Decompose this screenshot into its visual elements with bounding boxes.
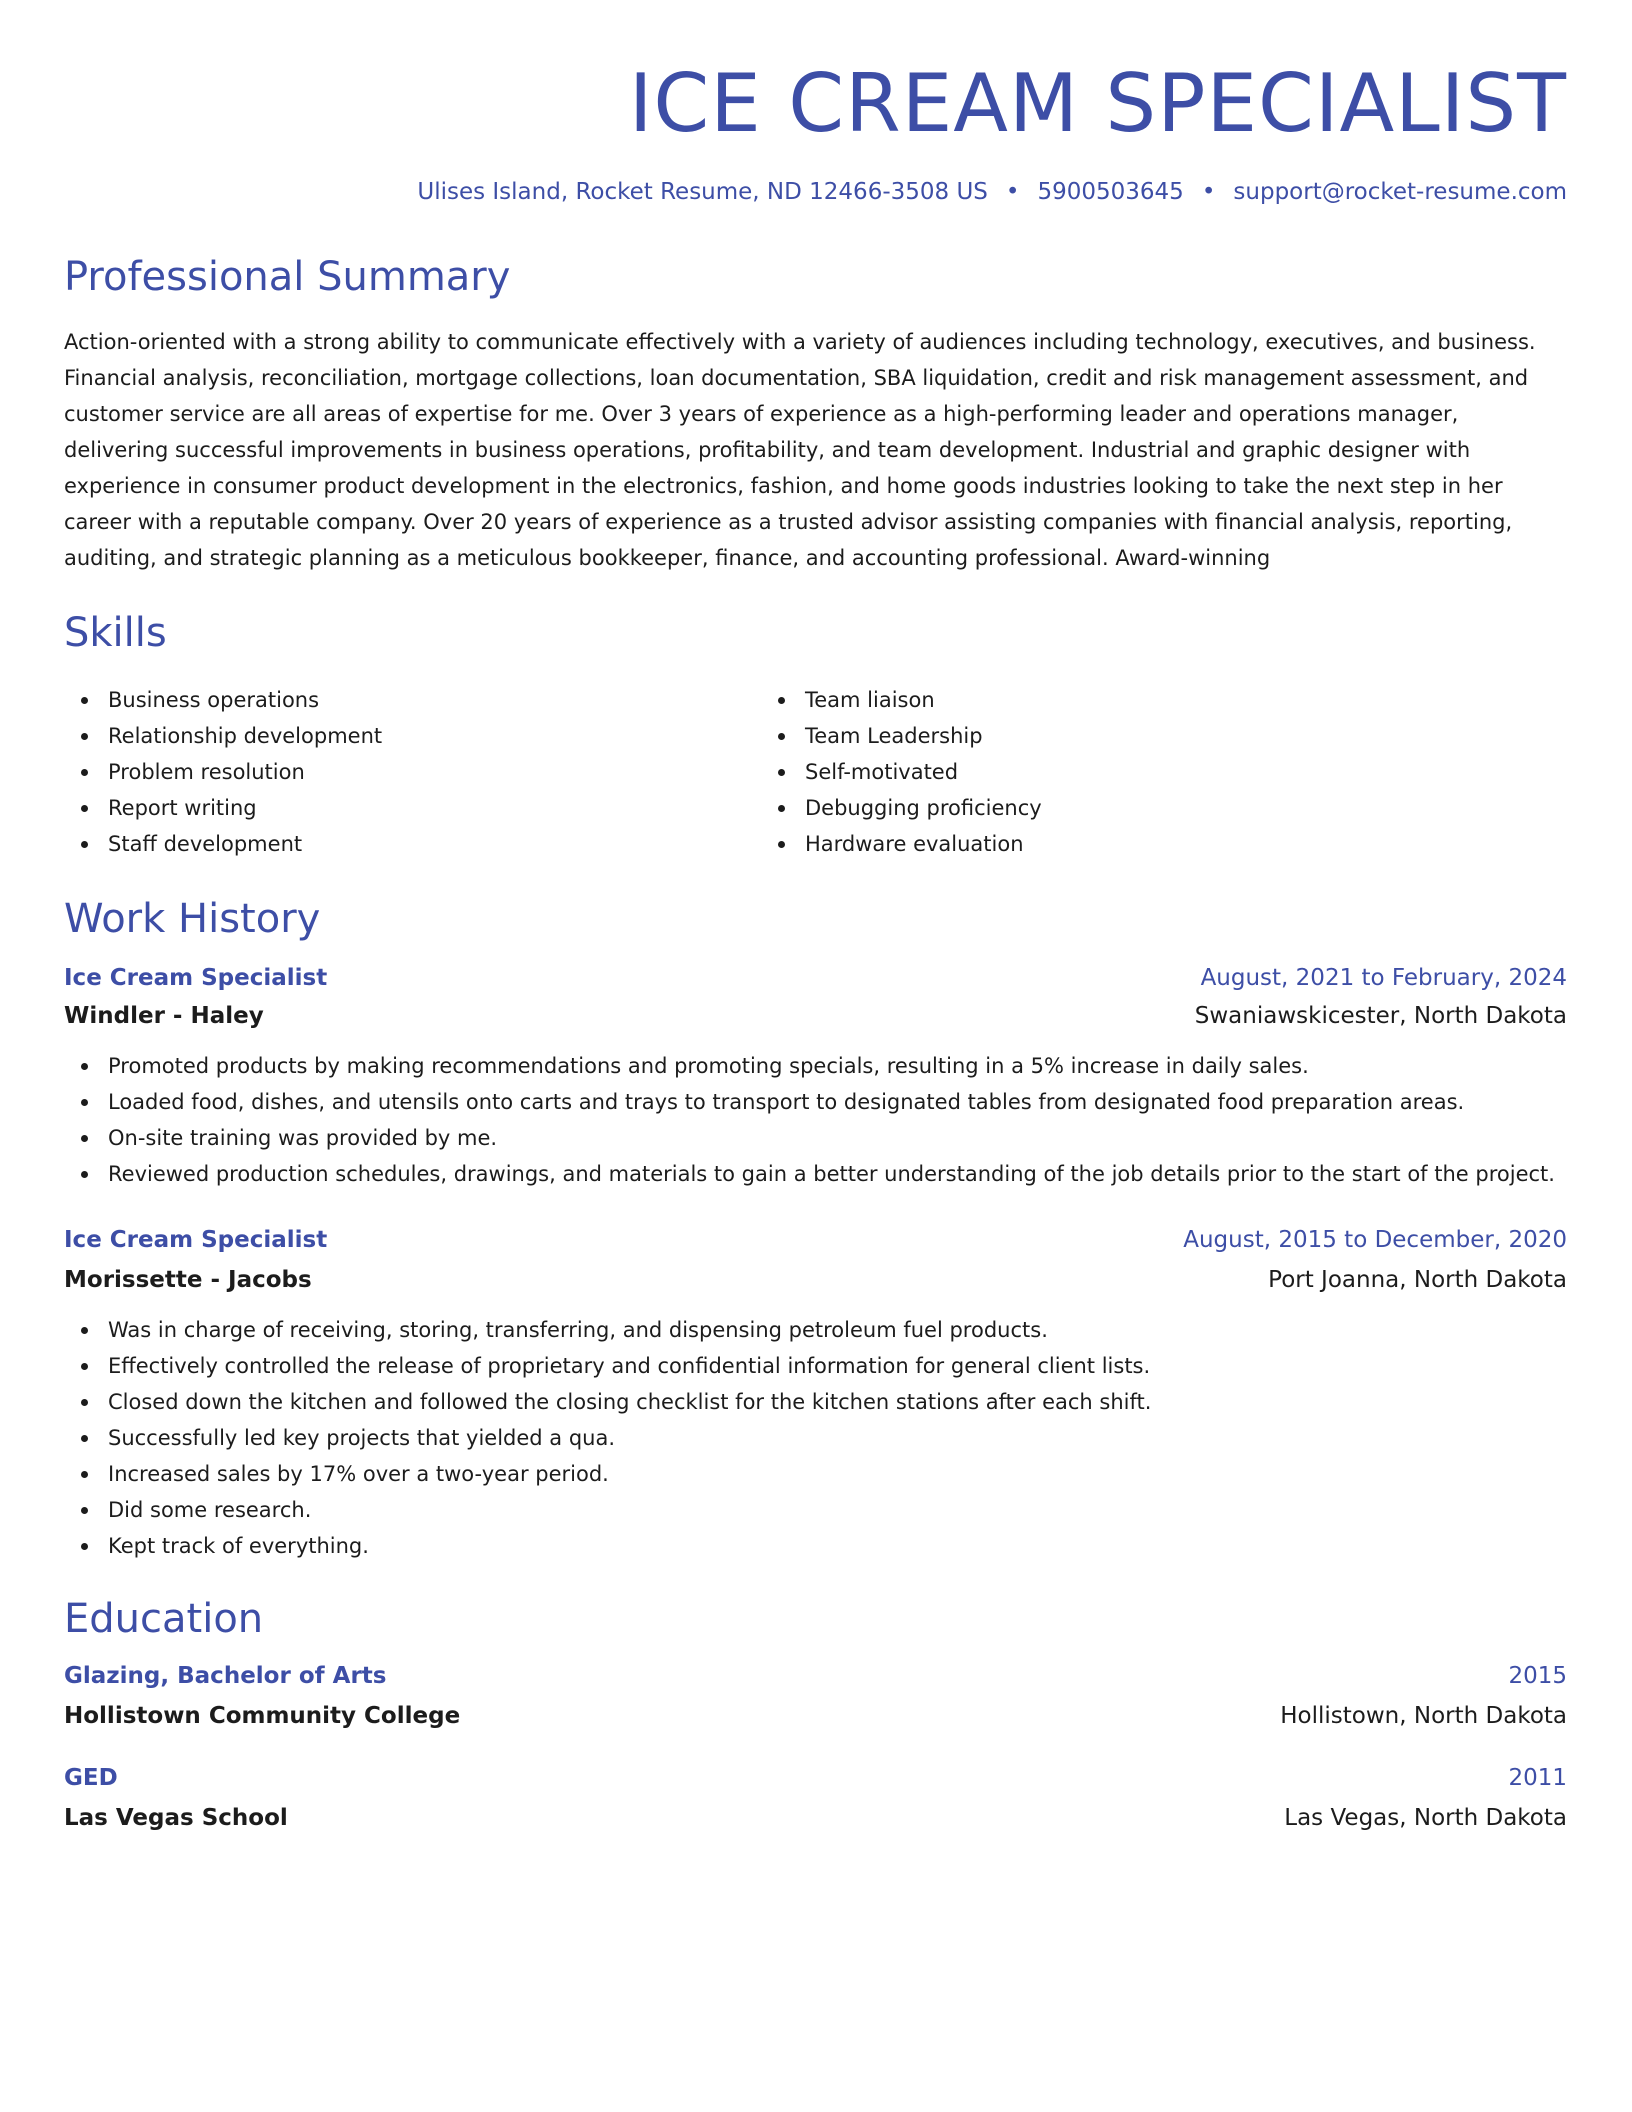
- job-location: Port Joanna, North Dakota: [1268, 1267, 1567, 1293]
- contact-separator: •: [1005, 179, 1020, 205]
- job-bullet: Closed down the kitchen and followed the closing checklist for the kitchen stations after each shift.: [108, 1384, 1567, 1420]
- education-school: Hollistown Community College: [64, 1703, 461, 1729]
- job-dates: August, 2015 to December, 2020: [1183, 1227, 1567, 1253]
- skills-columns: [64, 682, 1567, 862]
- skill-item: Report writing: [108, 790, 761, 826]
- contact-separator: •: [1201, 179, 1216, 205]
- job-header-row: [64, 962, 1567, 994]
- summary-heading: Professional Summary: [64, 254, 511, 300]
- job-bullet: Reviewed production schedules, drawings, and materials to gain a better understanding of the job details prior to the start of the project.: [108, 1156, 1567, 1192]
- job-bullet: Promoted products by making recommendations and promoting specials, resulting in a 5% increase in daily sales.: [108, 1048, 1567, 1084]
- contact-email[interactable]: support@rocket-resume.com: [1233, 179, 1567, 205]
- education-school-row: [64, 1700, 1567, 1732]
- job-bullet: Increased sales by 17% over a two-year period.: [108, 1456, 1567, 1492]
- job-header-row: [64, 1224, 1567, 1256]
- skill-item: Self-motivated: [805, 754, 1458, 790]
- job-bullet: On-site training was provided by me.: [108, 1120, 1567, 1156]
- job-location: Swaniawskicester, North Dakota: [1194, 1003, 1567, 1029]
- job-dates: August, 2021 to February, 2024: [1200, 965, 1567, 991]
- contact-address: Ulises Island, Rocket Resume, ND 12466-3508 US: [417, 179, 988, 205]
- skills-list-left: [64, 682, 761, 862]
- job-title: Ice Cream Specialist: [64, 965, 328, 991]
- skills-list-right: [761, 682, 1458, 862]
- education-degree: GED: [64, 1765, 118, 1791]
- job-company: Windler - Haley: [64, 1003, 264, 1029]
- job-company: Morissette - Jacobs: [64, 1267, 312, 1293]
- education-school: Las Vegas School: [64, 1805, 288, 1831]
- skill-item: Debugging proficiency: [805, 790, 1458, 826]
- education-degree-row: [64, 1660, 1567, 1692]
- education-section: [64, 1594, 1567, 1834]
- education-location: Las Vegas, North Dakota: [1284, 1805, 1567, 1831]
- education-location: Hollistown, North Dakota: [1280, 1703, 1567, 1729]
- job-bullet: Kept track of everything.: [108, 1528, 1567, 1564]
- job-entry: [64, 1224, 1567, 1564]
- skill-item: Business operations: [108, 682, 761, 718]
- education-degree: Glazing, Bachelor of Arts: [64, 1663, 387, 1689]
- skill-item: Team liaison: [805, 682, 1458, 718]
- summary-text: Action-oriented with a strong ability to communicate effectively with a variety of audiences including technology, executives, and business. Financial analysis, reconciliation, mortgage collections, loan documentation, SBA liquidation, credit and risk management assessment, and customer service are all areas of expertise for me. Over 3 years of experience as a high-performing leader and operations manager, delivering successful improvements in business operations, profitability, and team development. Industrial and graphic designer with experience in consumer product development in the electronics, fashion, and home goods industries looking to take the next step in her career with a reputable company. Over 20 years of experience as a trusted advisor assisting companies with financial analysis, reporting, auditing, and strategic planning as a meticulous bookkeeper, finance, and accounting professional. Award-winning: [64, 330, 1536, 570]
- skills-heading: Skills: [64, 610, 167, 656]
- skill-item: Relationship development: [108, 718, 761, 754]
- work-history-heading: Work History: [64, 896, 321, 942]
- education-heading: Education: [64, 1596, 264, 1642]
- job-bullet: Loaded food, dishes, and utensils onto carts and trays to transport to designated tables from designated food preparation areas.: [108, 1084, 1567, 1120]
- job-company-row: [64, 1000, 1567, 1032]
- resume-title: ICE CREAM SPECIALIST: [628, 57, 1567, 150]
- job-bullet: Was in charge of receiving, storing, transferring, and dispensing petroleum fuel products.: [108, 1312, 1567, 1348]
- education-school-row: [64, 1802, 1567, 1834]
- skills-section: [64, 608, 1567, 862]
- job-title: Ice Cream Specialist: [64, 1227, 328, 1253]
- resume-page: [64, 0, 1567, 1834]
- skill-item: Hardware evaluation: [805, 826, 1458, 862]
- job-bullet: Effectively controlled the release of proprietary and confidential information for general client lists.: [108, 1348, 1567, 1384]
- job-bullet: Did some research.: [108, 1492, 1567, 1528]
- education-year: 2015: [1508, 1663, 1567, 1689]
- work-history-section: [64, 894, 1567, 1564]
- contact-phone[interactable]: 5900503645: [1037, 179, 1184, 205]
- education-entry: [64, 1762, 1567, 1834]
- contact-line: [64, 176, 1567, 208]
- education-year: 2011: [1508, 1765, 1567, 1791]
- job-entry: [64, 962, 1567, 1192]
- job-company-row: [64, 1264, 1567, 1296]
- job-bullet: Successfully led key projects that yielded a qua.: [108, 1420, 1567, 1456]
- skill-item: Staff development: [108, 826, 761, 862]
- job-bullets: [64, 1048, 1567, 1192]
- education-entry: [64, 1660, 1567, 1732]
- skill-item: Problem resolution: [108, 754, 761, 790]
- resume-header: [64, 0, 1567, 208]
- summary-section: [64, 252, 1567, 576]
- job-bullets: [64, 1312, 1567, 1564]
- education-degree-row: [64, 1762, 1567, 1794]
- skill-item: Team Leadership: [805, 718, 1458, 754]
